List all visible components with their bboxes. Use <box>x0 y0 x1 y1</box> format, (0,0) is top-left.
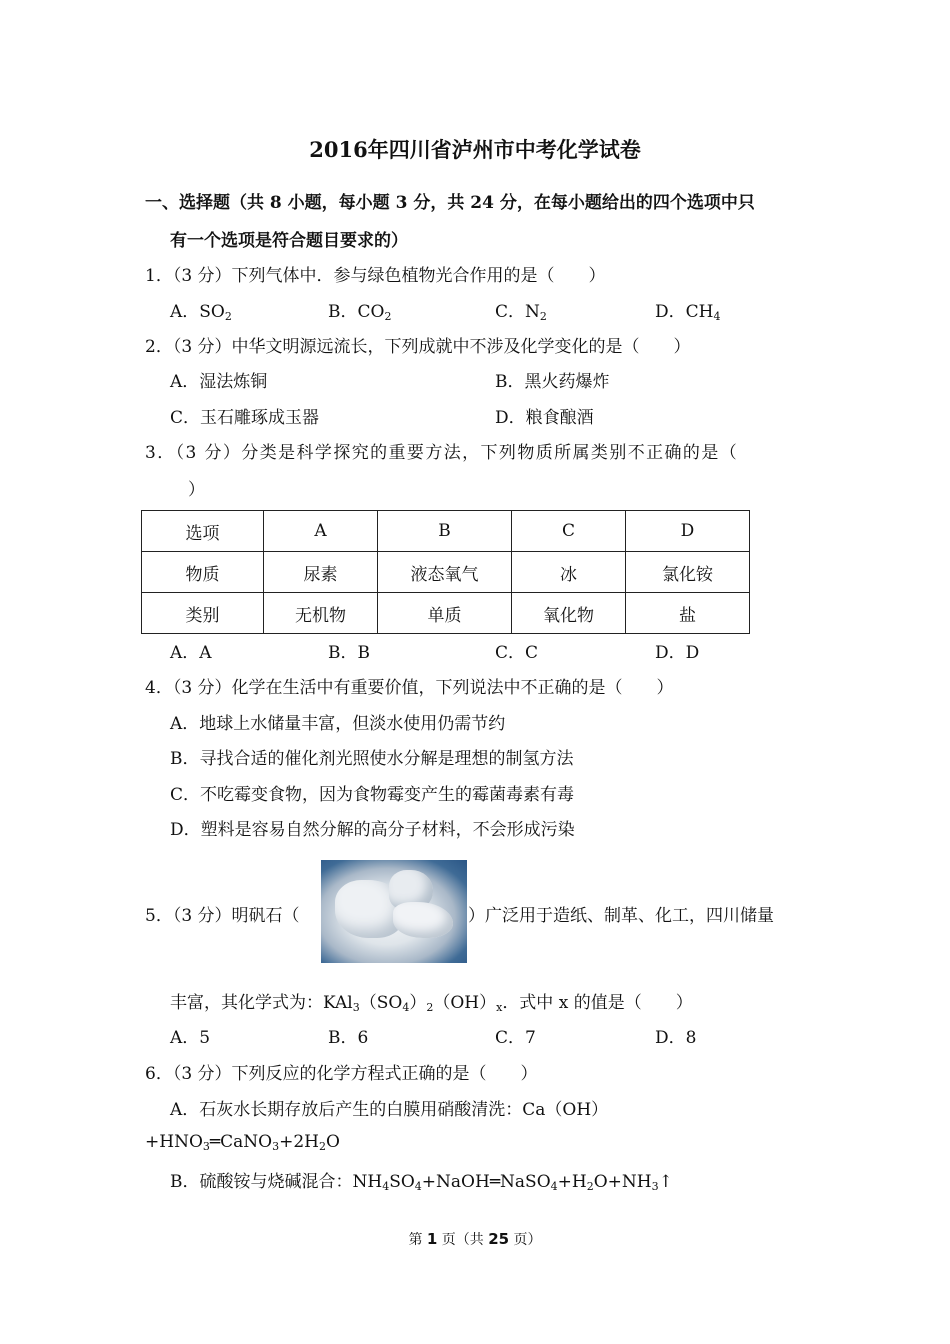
q5-option-d: D．8 <box>655 1028 697 1048</box>
q4-option-d: D．塑料是容易自然分解的高分子材料，不会形成污染 <box>170 820 575 840</box>
table-cell: 选项 <box>142 511 264 552</box>
q4-stem: 4．（3 分）化学在生活中有重要价值，下列说法中不正确的是（ ） <box>145 678 674 698</box>
q5-stem-after: ）广泛用于造纸、制革、化工，四川储量 <box>468 906 774 926</box>
q6-option-b: B．硫酸铵与烧碱混合：$NH_4SO_4+NaOH═NaSO_4+H_2O+NH_3↑$ <box>170 1172 673 1193</box>
q2-option-a: A．湿法炼铜 <box>170 372 268 392</box>
table-cell: 液态氧气 <box>378 552 512 593</box>
q2-option-c: C．玉石雕琢成玉器 <box>170 408 320 428</box>
table-row <box>142 593 750 634</box>
table-cell: 氧化物 <box>512 593 626 634</box>
q6-option-a-line2: $+HNO_3═CaNO_3+2H_2O$ <box>145 1132 340 1153</box>
table-cell: B <box>378 511 512 552</box>
q3-stem-line1: 3．（3 分）分类是科学探究的重要方法，下列物质所属类别不正确的是（ <box>145 443 739 463</box>
q4-option-b: B．寻找合适的催化剂光照使水分解是理想的制氢方法 <box>170 749 574 769</box>
section-heading-line2: 有一个选项是符合题目要求的） <box>170 231 408 251</box>
q1-option-a: A．$SO_2$ <box>170 302 232 323</box>
q3-option-b: B．B <box>328 643 370 663</box>
table-cell: D <box>626 511 750 552</box>
q3-option-d: D．D <box>655 643 700 663</box>
page-footer: 第 1 页（共 25 页） <box>408 1230 542 1248</box>
classification-table <box>141 510 750 634</box>
table-cell: A <box>264 511 378 552</box>
q5-stem-before: 5．（3 分）明矾石（ <box>145 906 300 926</box>
q3-option-c: C．C <box>495 643 539 663</box>
q5-option-b: B．6 <box>328 1028 369 1048</box>
q4-option-a: A．地球上水储量丰富，但淡水使用仍需节约 <box>170 714 506 734</box>
q1-option-c: C．$N_2$ <box>495 302 547 323</box>
section-heading-line1: 一、选择题（共 8 小题，每小题 3 分，共 24 分，在每小题给出的四个选项中只 <box>145 193 755 213</box>
q2-option-d: D．粮食酿酒 <box>495 408 594 428</box>
table-cell: 冰 <box>512 552 626 593</box>
table-row <box>142 511 750 552</box>
page-title: 2016年四川省泸州市中考化学试卷 <box>309 137 641 162</box>
q1-stem: 1．（3 分）下列气体中．参与绿色植物光合作用的是（ ） <box>145 266 606 286</box>
q2-option-b: B．黑火药爆炸 <box>495 372 610 392</box>
q4-option-c: C．不吃霉变食物，因为食物霉变产生的霉菌毒素有毒 <box>170 785 575 805</box>
q1-option-d: D．$CH_4$ <box>655 302 721 323</box>
table-cell: 单质 <box>378 593 512 634</box>
q3-stem-line2: ） <box>188 480 205 500</box>
q5-option-a: A．5 <box>170 1028 211 1048</box>
q1-option-b: B．$CO_2$ <box>328 302 392 323</box>
alunite-photo <box>321 860 467 963</box>
table-cell: 无机物 <box>264 593 378 634</box>
q5-option-c: C．7 <box>495 1028 536 1048</box>
table-cell: 物质 <box>142 552 264 593</box>
table-cell: C <box>512 511 626 552</box>
table-cell: 盐 <box>626 593 750 634</box>
q6-option-a-line1: A．石灰水长期存放后产生的白膜用硝酸清洗：Ca（OH） <box>170 1100 609 1120</box>
q3-option-a: A．A <box>170 643 212 663</box>
table-cell: 氯化铵 <box>626 552 750 593</box>
table-cell: 尿素 <box>264 552 378 593</box>
table-row <box>142 552 750 593</box>
q6-stem: 6．（3 分）下列反应的化学方程式正确的是（ ） <box>145 1064 538 1084</box>
table-cell: 类别 <box>142 593 264 634</box>
q2-stem: 2．（3 分）中华文明源远流长，下列成就中不涉及化学变化的是（ ） <box>145 337 691 357</box>
q5-formula-line: 丰富，其化学式为：$KAl_3(SO_4)_2(OH)_x$．式中 x 的值是（ ） <box>170 993 693 1014</box>
